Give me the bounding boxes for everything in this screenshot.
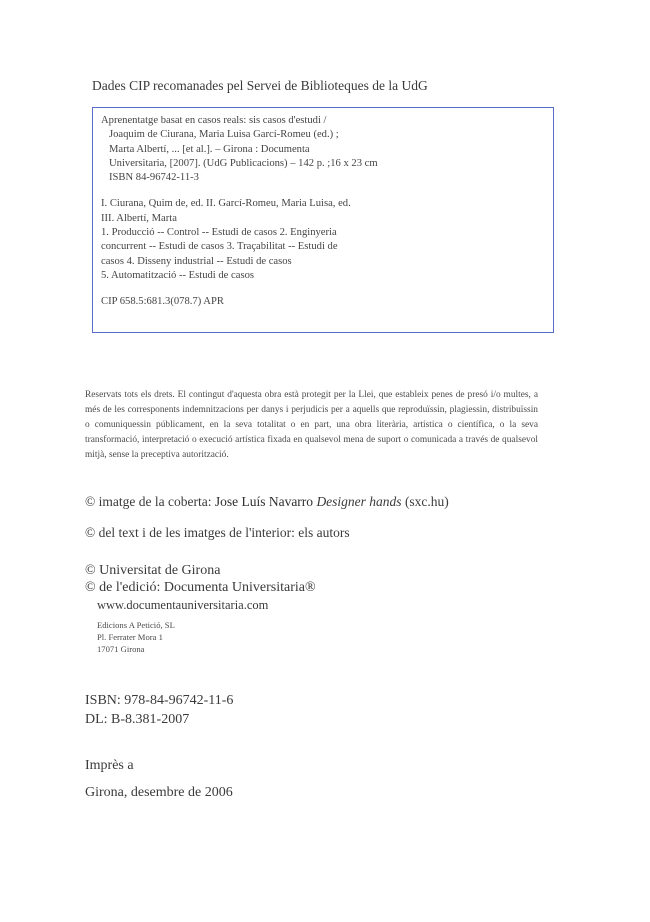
cover-credit-prefix: © imatge de la coberta: (85, 494, 212, 509)
publisher-city: 17071 Girona (97, 644, 145, 654)
publisher-street: Pl. Ferrater Mora 1 (97, 632, 163, 642)
copyright-university: © Universitat de Girona (85, 563, 221, 578)
interior-credit: © del text i de les imatges de l'interior: els autors (85, 525, 350, 540)
cip-heading: Dades CIP recomanades pel Servei de Biblioteques de la UdG (92, 78, 428, 93)
legal-deposit: DL: B-8.381-2007 (85, 712, 190, 727)
publisher-name: Edicions A Petició, SL (97, 620, 175, 630)
cip-editors-line: Joaquim de Ciurana, Maria Luisa Garcí-Romeu (ed.) ; (109, 129, 339, 141)
cip-subject-line: 5. Automatització -- Estudi de casos (101, 269, 254, 281)
cover-credit-work: Designer hands (316, 494, 402, 509)
website-link[interactable]: www.documentauniversitaria.com (97, 598, 269, 612)
cip-authors-line: Marta Albertí, ... [et al.]. – Girona : Documenta (109, 143, 310, 155)
cip-classification: CIP 658.5:681.3(078.7) APR (101, 296, 224, 308)
cip-title-line: Aprenentatge basat en casos reals: sis casos d'estudi / (101, 115, 327, 126)
cip-record-box (92, 107, 554, 333)
cover-credit-source: (sxc.hu) (404, 494, 449, 509)
cip-subject-line: I. Ciurana, Quim de, ed. II. Garcí-Romeu, Maria Luisa, ed. (101, 198, 351, 210)
printed-label: Imprès a (85, 758, 134, 773)
rights-notice: Reservats tots els drets. El contingut d'aquesta obra està protegit per la Llei, que estableix penes de presó i/o multes, a més de les corresponents indemnitzacions per danys i perjudicis per a aquells que reproduïssin, plagiessin, distribuïssin o comuniquessin públicament, en la seva totalitat o en part, una obra literària, artística o científica, o la seva transformació, interpretació o execució artística fixada en qualsevol mena de suport o comunicada a través de qualsevol mitjà, sense la preceptiva autorització. (85, 390, 538, 460)
isbn: ISBN: 978-84-96742-11-6 (85, 693, 234, 708)
cip-subject-line: III. Albertí, Marta (101, 212, 177, 224)
copyright-edition: © de l'edició: Documenta Universitaria® (85, 580, 316, 595)
cover-image-credit (85, 494, 449, 510)
cip-publication-line: Universitaria, [2007]. (UdG Publicacions) – 142 p. ;16 x 23 cm (109, 157, 378, 169)
printed-place-date: Girona, desembre de 2006 (85, 785, 233, 800)
cip-subject-line: casos 4. Disseny industrial -- Estudi de casos (101, 255, 292, 267)
cip-isbn-line: ISBN 84-96742-11-3 (109, 172, 199, 184)
cip-subject-line: concurrent -- Estudi de casos 3. Traçabilitat -- Estudi de (101, 241, 338, 253)
cover-credit-author: Jose Luís Navarro (214, 494, 314, 509)
cip-subject-line: 1. Producció -- Control -- Estudi de casos 2. Enginyeria (101, 227, 337, 239)
